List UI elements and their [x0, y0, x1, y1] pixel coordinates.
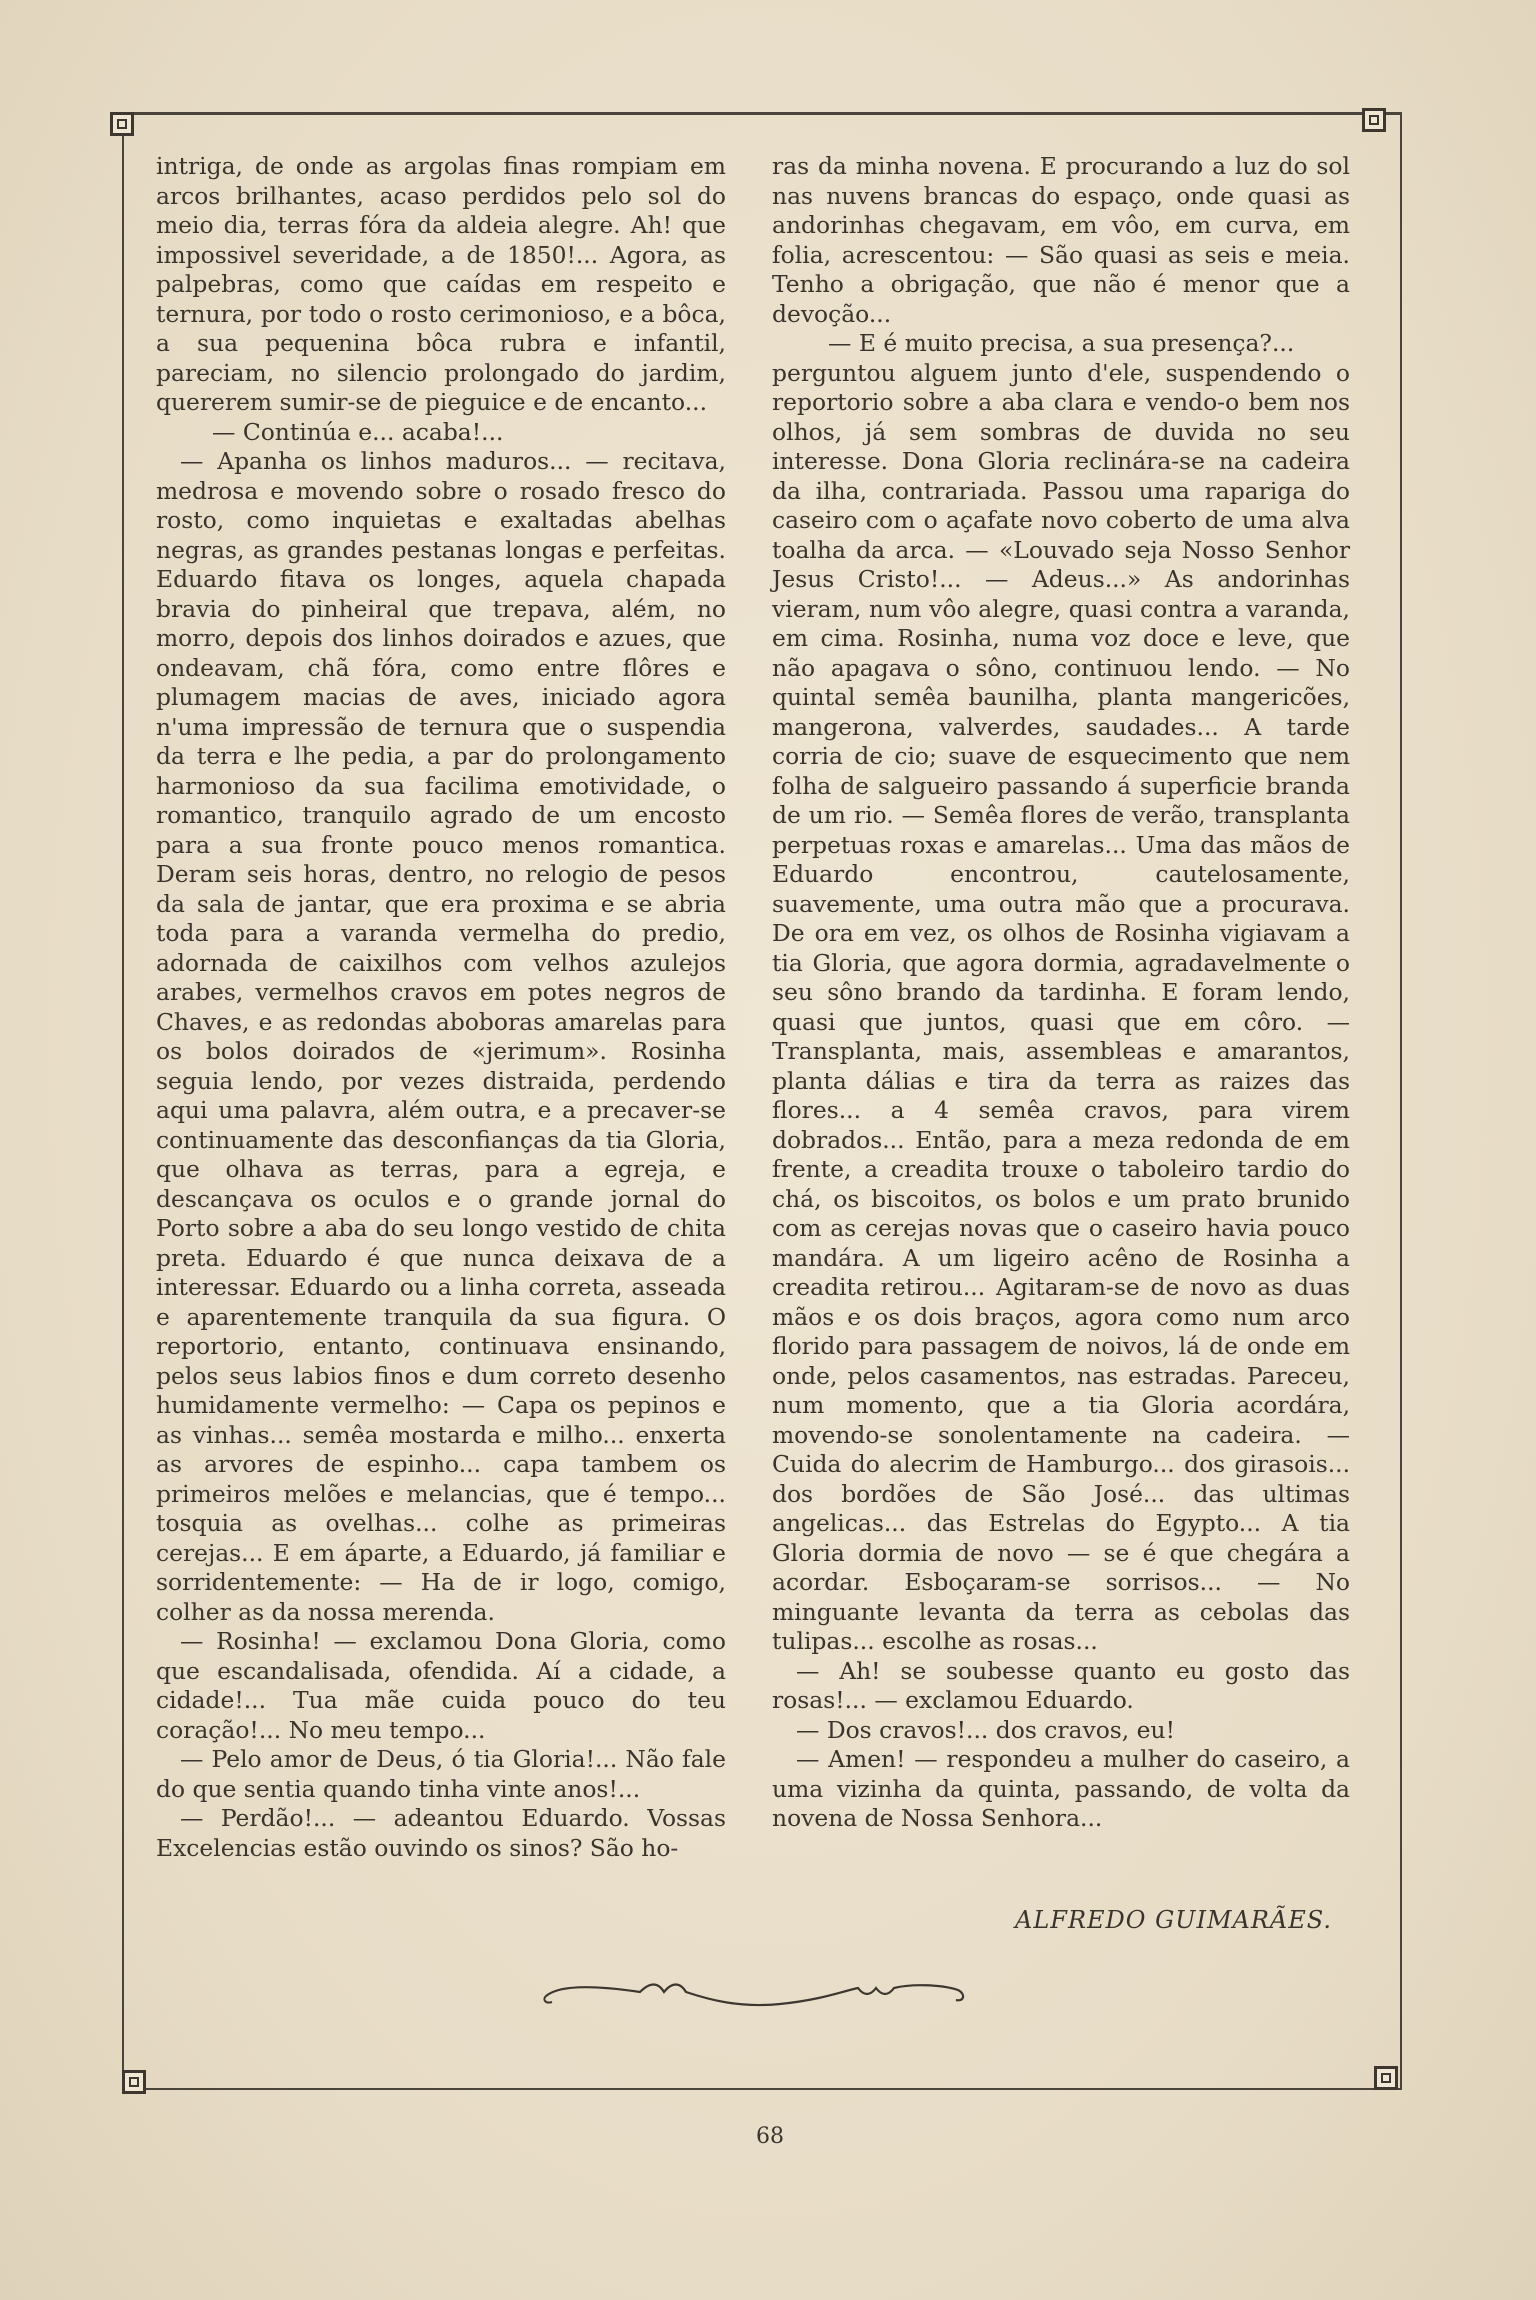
corner-ornament-top-right-icon	[1362, 108, 1386, 132]
paragraph: — Perdão!... — adeantou Eduardo. Vossas Excelencias estão ouvindo os sinos? São ho-	[156, 1804, 726, 1862]
corner-ornament-bottom-right-icon	[1374, 2066, 1398, 2090]
page-number: 68	[756, 2124, 784, 2149]
paragraph: — Amen! — respondeu a mulher do caseiro, a uma vizinha da quinta, passando, de volta da novena de Nossa Senhora...	[772, 1745, 1350, 1832]
paragraph: — Apanha os linhos maduros... — recitava, medrosa e movendo sobre o rosado fresco do rosto, como inquietas e exaltadas abelhas negras, as grandes pestanas longas e perfeitas. Eduardo fitava os longes, aquela chapada bravia do pinheiral que trepava, além, no morro, depois dos linhos doirados e azues, que ondeavam, chã fóra, como entre flôres e plumagem macias de aves, iniciado agora n'uma impressão de ternura que o suspendia da terra e lhe pedia, a par do prolongamento harmonioso da sua facilima emotividade, o romantico, tranquilo agrado de um encosto para a sua fronte pouco menos romantica. Deram seis horas, dentro, no relogio de pesos da sala de jantar, que era proxima e se abria toda para a varanda vermelha do predio, adornada de caixilhos com velhos azulejos arabes, vermelhos cravos em potes negros de Chaves, e as redondas aboboras amarelas para os bolos doirados de «jerimum». Rosinha seguia lendo, por vezes distraida, perdendo aqui uma palavra, além outra, e a precaver-se continuamente das desconfianças da tia Gloria, que olhava as terras, para a egreja, e descançava os oculos e o grande jornal do Porto sobre a aba do seu longo vestido de chita preta. Eduardo é que nunca deixava de a interessar. Eduardo ou a linha correta, asseada e aparentemente tranquila da sua figura. O reportorio, entanto, continuava ensinando, pelos seus labios finos e dum correto desenho humidamente vermelho: — Capa os pepinos e as vinhas... semêa mostarda e milho... enxerta as arvores de espinho... capa tambem os primeiros melões e melancias, que é tempo... tosquia as ovelhas... colhe as primeiras cerejas... E em áparte, a Eduardo, já familiar e sorridentemente: — Ha de ir logo, comigo, colher as da nossa merenda.	[156, 447, 726, 1626]
paragraph: — Dos cravos!... dos cravos, eu!	[796, 1715, 1175, 1744]
paragraph: — E é muito precisa, a sua presença?...	[828, 329, 1295, 357]
paragraph: perguntou alguem junto d'ele, suspendendo o reportorio sobre a aba clara e vendo-o bem nos olhos, já sem sombras de duvida no seu interesse. Dona Gloria reclinára-se na cadeira da ilha, contrariada. Passou uma rapariga do caseiro com o açafate novo coberto de uma alva toalha da arca. — «Louvado seja Nosso Senhor Jesus Cristo!... — Adeus...» As andorinhas vieram, num vôo alegre, quasi contra a varanda, em cima. Rosinha, numa voz doce e leve, que não apagava o sôno, continuou lendo. — No quintal semêa baunilha, planta mangericões, mangerona, valverdes, saudades... A tarde corria de cio; suave de esquecimento que nem folha de salgueiro passando á superficie branda de um rio. — Semêa flores de verão, transplanta perpetuas roxas e amarelas... Uma das mãos de Eduardo encontrou, cautelosamente, suavemente, uma outra mão que a procurava. De ora em vez, os olhos de Rosinha vigiavam a tia Gloria, que agora dormia, agradavelmente o seu sôno brando da tardinha. E foram lendo, quasi que juntos, quasi que em côro. — Transplanta, mais, assembleas e amarantos, planta dálias e tira da terra as raizes das flores... a 4 semêa cravos, para virem dobrados... Então, para a meza redonda de em frente, a creadita trouxe o taboleiro tardio do chá, os biscoitos, os bolos e um prato brunido com as cerejas novas que o caseiro havia pouco mandára. A um ligeiro acêno de Rosinha a creadita retirou... Agitaram-se de novo as duas mãos e os dois braços, agora como num arco florido para passagem de noivos, lá de onde em onde, pelos casamentos, nas estradas. Pareceu, num momento, que a tia Gloria acordára, movendo-se sonolentamente na cadeira. — Cuida do alecrim de Hamburgo... dos girasois... dos bordões de São José... das ultimas angelicas... das Estrelas do Egypto... A tia Gloria dormia de novo — se é que chegára a acordar. Esboçaram-se sorrisos... — No minguante levanta da terra as cebolas das tulipas... escolhe as rosas...	[772, 358, 1350, 1655]
paragraph: — Rosinha! — exclamou Dona Gloria, como que escandalisada, ofendida. Aí a cidade, a cidade!... Tua mãe cuida pouco do teu coração!... No meu tempo...	[156, 1627, 726, 1744]
paragraph: ras da minha novena. E procurando a luz do sol nas nuvens brancas do espaço, onde quasi as andorinhas chegavam, em vôo, em curva, em folia, acrescentou: — São quasi as seis e meia. Tenho a obrigação, que não é menor que a devoção...	[772, 152, 1350, 328]
text-column-right	[772, 152, 1350, 1834]
corner-ornament-bottom-left-icon	[122, 2070, 146, 2094]
corner-ornament-top-left-icon	[110, 112, 134, 136]
paragraph: — Pelo amor de Deus, ó tia Gloria!... Não fale do que sentia quando tinha vinte anos!...	[156, 1745, 726, 1803]
author-signature: ALFREDO GUIMARÃES.	[1015, 1906, 1332, 1934]
paragraph: — Ah! se soubesse quanto eu gosto das rosas!... — exclamou Eduardo.	[772, 1656, 1350, 1714]
paragraph: — Continúa e... acaba!...	[212, 417, 504, 446]
flourish-ornament-icon	[540, 1974, 972, 2014]
paragraph: intriga, de onde as argolas finas rompiam em arcos brilhantes, acaso perdidos pelo sol do meio dia, terras fóra da aldeia alegre. Ah! que impossivel severidade, a de 1850!... Agora, as palpebras, como que caídas em respeito e ternura, por todo o rosto cerimonioso, e a bôca, a sua pequenina bôca rubra e infantil, pareciam, no silencio prolongado do jardim, quererem sumir-se de pieguice e de encanto...	[156, 152, 726, 416]
text-column-left	[156, 152, 726, 1863]
